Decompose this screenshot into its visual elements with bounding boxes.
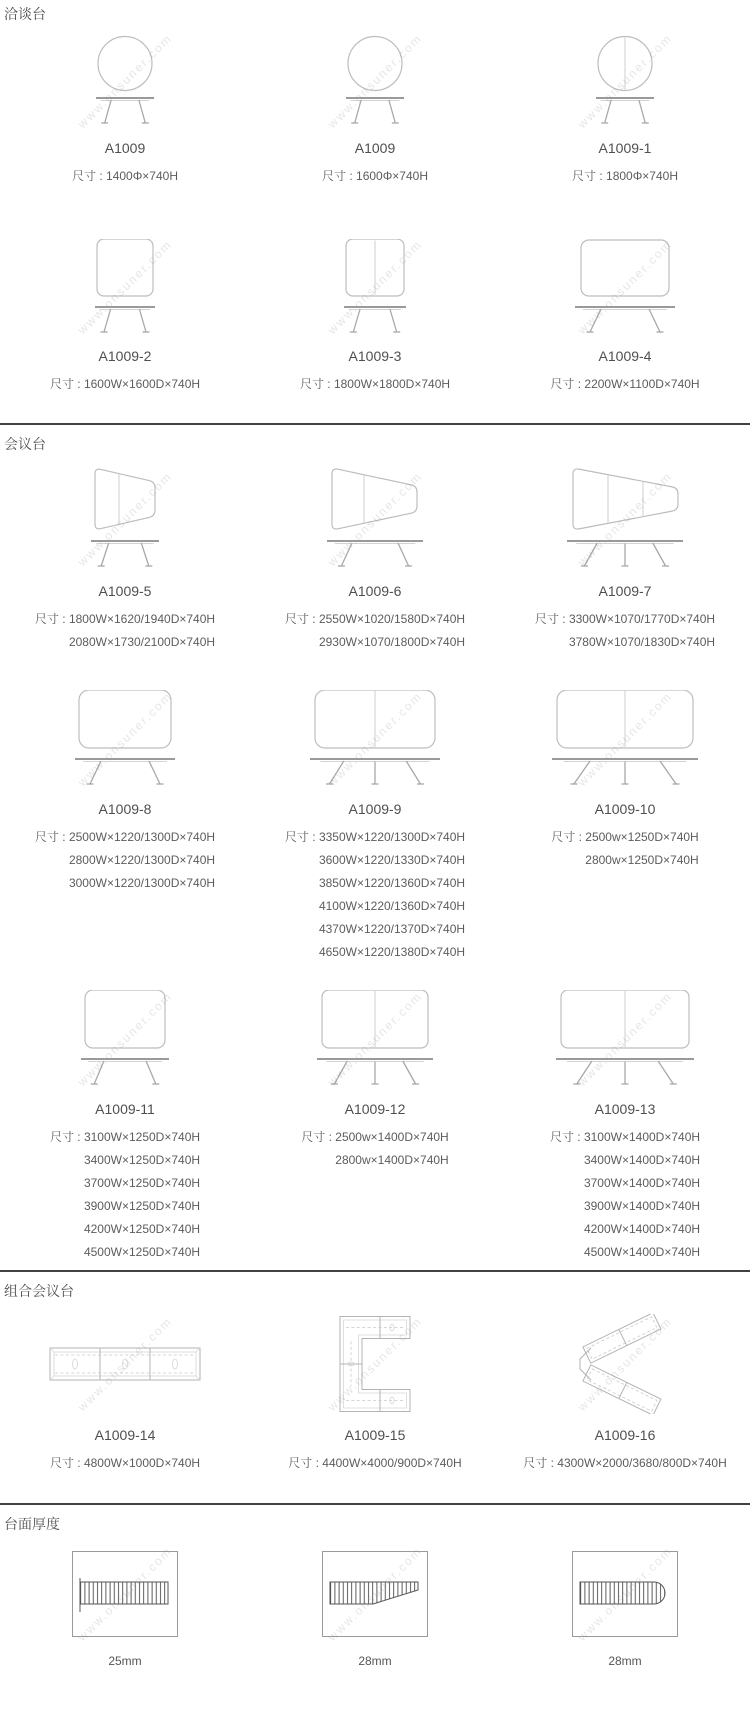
model-label: A1009-13 — [594, 1101, 656, 1117]
dimension-list — [300, 373, 450, 396]
dimension-prefix: 尺寸 : — [72, 169, 107, 183]
square-table-split-drawing — [255, 239, 495, 335]
dimension-line — [50, 1172, 200, 1195]
plan-straight-drawing — [5, 1314, 245, 1414]
dimension-line — [285, 918, 465, 941]
dimension-line — [301, 1149, 448, 1172]
model-label: A1009-7 — [598, 583, 652, 599]
model-label: A1009-4 — [598, 348, 652, 364]
dimension-prefix: 尺寸 : — [551, 830, 586, 844]
dimension-list — [50, 1126, 200, 1264]
dimension-line — [50, 1218, 200, 1241]
section-title: 会议台 — [4, 436, 46, 452]
dimension-value: 4800W×1000D×740H — [83, 1456, 201, 1470]
wide-table-drawing — [505, 239, 745, 335]
dimension-value: 3400W×1400D×740H — [583, 1153, 701, 1167]
dimension-value: 1600Φ×740H — [356, 169, 428, 183]
dimension-line — [35, 826, 215, 849]
watermark-text: www.onsuner.com — [325, 1544, 425, 1644]
product-card — [500, 1544, 750, 1670]
section-conference-tables — [0, 425, 750, 1270]
dimension-prefix: 尺寸 : — [49, 1456, 84, 1470]
dimension-line — [72, 165, 178, 188]
barrel-table-s-svg — [5, 690, 245, 788]
dimension-value: 3000W×1220/1300D×740H — [68, 876, 216, 890]
trapezoid-table-l-drawing — [505, 468, 745, 570]
dimension-prefix: 尺寸 : — [301, 1130, 336, 1144]
dimension-list — [523, 1452, 727, 1475]
dimension-line — [285, 631, 465, 654]
section-negotiation-tables — [0, 0, 750, 423]
dimension-list — [50, 373, 200, 396]
dimension-value: 4300W×2000/3680/800D×740H — [557, 1456, 727, 1470]
dimension-value: 3900W×1250D×740H — [83, 1199, 201, 1213]
dimension-line — [550, 1149, 700, 1172]
watermark-text: www.onsuner.com — [75, 31, 175, 131]
dimension-line — [50, 1195, 200, 1218]
product-card — [250, 239, 500, 396]
dimension-prefix: 尺寸 : — [572, 169, 607, 183]
watermark-text: www.onsuner.com — [75, 689, 175, 789]
round-table-svg — [5, 35, 245, 127]
plan-u-svg — [255, 1316, 495, 1412]
dimension-value: 2800w×1400D×740H — [335, 1153, 449, 1167]
dimension-list — [572, 165, 678, 188]
product-row — [0, 239, 750, 396]
dimension-value: 4400W×4000/900D×740H — [322, 1456, 462, 1470]
dimension-line — [35, 631, 215, 654]
watermark-text: www.onsuner.com — [325, 1314, 425, 1414]
dimension-line — [50, 1241, 200, 1264]
product-card — [500, 239, 750, 396]
square-table-split-svg — [255, 239, 495, 335]
dimension-prefix: 尺寸 : — [49, 377, 84, 391]
dimension-value: 3850W×1220/1360D×740H — [318, 876, 466, 890]
product-card — [0, 990, 250, 1264]
dimension-prefix: 尺寸 : — [284, 612, 319, 626]
dimension-prefix: 尺寸 : — [550, 377, 585, 391]
dimension-line — [301, 1126, 448, 1149]
barrel-table-s-drawing — [5, 690, 245, 788]
dimension-list — [285, 826, 465, 964]
dimension-line — [288, 1452, 461, 1475]
dimension-line — [285, 849, 465, 872]
rect-table-split-drawing — [255, 990, 495, 1088]
section-title: 组合会议台 — [4, 1283, 74, 1299]
dimension-value: 3300W×1070/1770D×740H — [568, 612, 716, 626]
dimension-list — [535, 608, 715, 654]
dimension-line — [300, 373, 450, 396]
model-label: A1009 — [104, 140, 146, 156]
dimension-value: 4370W×1220/1370D×740H — [318, 922, 466, 936]
watermark-text: www.onsuner.com — [325, 237, 425, 337]
model-label: A1009-16 — [594, 1427, 656, 1443]
square-table-svg — [5, 239, 245, 335]
dimension-value: 3600W×1220/1330D×740H — [318, 853, 466, 867]
dimension-prefix: 尺寸 : — [49, 1130, 84, 1144]
dimension-line — [550, 373, 699, 396]
edge-straight-svg — [75, 1569, 175, 1619]
barrel-table-l-drawing — [505, 690, 745, 788]
dimension-value: 4100W×1220/1360D×740H — [318, 899, 466, 913]
edge-round-svg — [575, 1569, 675, 1619]
dimension-value: 1600W×1600D×740H — [83, 377, 201, 391]
dimension-line — [550, 1218, 700, 1241]
product-card — [250, 31, 500, 188]
product-rows — [0, 1314, 750, 1475]
dimension-line — [50, 1126, 200, 1149]
product-card — [0, 239, 250, 396]
dimension-list — [35, 608, 215, 654]
model-label: A1009-8 — [98, 801, 152, 817]
product-row — [0, 468, 750, 654]
model-label: A1009-11 — [95, 1101, 155, 1117]
dimension-prefix: 尺寸 : — [284, 830, 319, 844]
model-label: A1009-5 — [98, 583, 152, 599]
product-card — [0, 31, 250, 188]
edge-taper-drawing — [322, 1544, 428, 1644]
rect-table-split-wide-svg — [505, 990, 745, 1088]
product-card — [0, 690, 250, 895]
product-card — [500, 990, 750, 1264]
product-row — [0, 1544, 750, 1670]
watermark-text: www.onsuner.com — [575, 1544, 675, 1644]
product-card — [0, 1314, 250, 1475]
watermark-text: www.onsuner.com — [75, 237, 175, 337]
model-label: A1009-1 — [598, 140, 652, 156]
dimension-value: 2800w×1250D×740H — [585, 853, 699, 867]
dimension-line — [550, 1195, 700, 1218]
product-card — [500, 1314, 750, 1475]
dimension-value: 2500W×1220/1300D×740H — [68, 830, 216, 844]
wide-table-svg — [505, 239, 745, 335]
dimension-value: 3700W×1250D×740H — [83, 1176, 201, 1190]
product-card — [500, 690, 750, 872]
plan-u-drawing — [255, 1314, 495, 1414]
dimension-prefix: 尺寸 : — [288, 1456, 323, 1470]
rect-table-split-svg — [255, 990, 495, 1088]
edge-round-drawing — [572, 1544, 678, 1644]
dimension-line — [35, 872, 215, 895]
watermark-text: www.onsuner.com — [325, 31, 425, 131]
model-label: A1009-2 — [98, 348, 152, 364]
dimension-line — [285, 895, 465, 918]
edge-straight-drawing — [72, 1544, 178, 1644]
dimension-prefix: 尺寸 : — [34, 830, 69, 844]
model-label: A1009-15 — [344, 1427, 406, 1443]
barrel-table-m-svg — [255, 690, 495, 788]
dimension-line — [550, 1172, 700, 1195]
plan-straight-svg — [5, 1341, 245, 1387]
barrel-table-l-svg — [505, 690, 745, 788]
dimension-prefix: 尺寸 : — [299, 377, 334, 391]
watermark-text: www.onsuner.com — [75, 469, 175, 569]
product-card — [250, 1544, 500, 1670]
square-table-drawing — [5, 239, 245, 335]
watermark-text: www.onsuner.com — [575, 689, 675, 789]
watermark-text: www.onsuner.com — [575, 237, 675, 337]
dimension-value: 2500w×1250D×740H — [585, 830, 699, 844]
section-title: 台面厚度 — [4, 1516, 60, 1532]
dimension-line — [35, 849, 215, 872]
product-card — [0, 1544, 250, 1670]
dimension-line — [322, 165, 428, 188]
dimension-value: 2500w×1400D×740H — [335, 1130, 449, 1144]
dimension-value: 3900W×1400D×740H — [583, 1199, 701, 1213]
dimension-value: 2550W×1020/1580D×740H — [318, 612, 466, 626]
dimension-list — [551, 826, 698, 872]
watermark-text: www.onsuner.com — [75, 1314, 175, 1414]
trapezoid-table-m-svg — [255, 468, 495, 570]
plan-v-drawing — [505, 1314, 745, 1414]
dimension-value: 1800W×1620/1940D×740H — [68, 612, 216, 626]
product-card — [250, 1314, 500, 1475]
product-rows — [0, 31, 750, 396]
thickness-label: 28mm — [608, 1654, 642, 1668]
model-label: A1009-3 — [348, 348, 402, 364]
dimension-line — [285, 826, 465, 849]
watermark-text: www.onsuner.com — [75, 989, 175, 1089]
watermark-text: www.onsuner.com — [325, 989, 425, 1089]
dimension-list — [50, 1452, 200, 1475]
trapezoid-table-l-svg — [505, 468, 745, 570]
dimension-line — [285, 608, 465, 631]
dimension-value: 4500W×1250D×740H — [83, 1245, 201, 1259]
model-label: A1009 — [354, 140, 396, 156]
dimension-value: 4500W×1400D×740H — [583, 1245, 701, 1259]
dimension-prefix: 尺寸 : — [523, 1456, 558, 1470]
dimension-line — [50, 1452, 200, 1475]
round-table-svg — [255, 35, 495, 127]
round-table-split-svg — [505, 35, 745, 127]
dimension-line — [535, 608, 715, 631]
dimension-list — [322, 165, 428, 188]
model-label: A1009-9 — [348, 801, 402, 817]
dimension-prefix: 尺寸 : — [322, 169, 357, 183]
section-tabletop-thickness — [0, 1505, 750, 1712]
watermark-text: www.onsuner.com — [575, 989, 675, 1089]
dimension-list — [550, 1126, 700, 1264]
product-row — [0, 1314, 750, 1475]
plan-v-svg — [505, 1314, 745, 1414]
dimension-prefix: 尺寸 : — [534, 612, 569, 626]
rect-table-drawing — [5, 990, 245, 1088]
round-table-split-drawing — [505, 31, 745, 131]
dimension-value: 3400W×1250D×740H — [83, 1153, 201, 1167]
product-card — [250, 690, 500, 964]
watermark-text: www.onsuner.com — [575, 1314, 675, 1414]
dimension-value: 3350W×1220/1300D×740H — [318, 830, 466, 844]
section-title: 洽谈台 — [4, 6, 46, 22]
product-rows — [0, 1544, 750, 1670]
model-label: A1009-6 — [348, 583, 402, 599]
trapezoid-table-s-svg — [5, 468, 245, 570]
rect-table-svg — [5, 990, 245, 1088]
dimension-list — [285, 608, 465, 654]
dimension-list — [550, 373, 699, 396]
dimension-value: 2080W×1730/2100D×740H — [68, 635, 216, 649]
dimension-line — [572, 165, 678, 188]
section-combination-conference-tables — [0, 1272, 750, 1503]
dimension-value: 1400Φ×740H — [106, 169, 178, 183]
dimension-line — [285, 872, 465, 895]
round-table-drawing — [255, 31, 495, 131]
dimension-value: 3700W×1400D×740H — [583, 1176, 701, 1190]
product-rows — [0, 468, 750, 1264]
dimension-value: 1800Φ×740H — [606, 169, 678, 183]
round-table-drawing — [5, 31, 245, 131]
dimension-value: 2930W×1070/1800D×740H — [318, 635, 466, 649]
watermark-text: www.onsuner.com — [325, 469, 425, 569]
dimension-line — [551, 826, 698, 849]
dimension-line — [50, 373, 200, 396]
dimension-value: 3780W×1070/1830D×740H — [568, 635, 716, 649]
dimension-value: 2200W×1100D×740H — [584, 377, 700, 391]
dimension-line — [35, 608, 215, 631]
watermark-text: www.onsuner.com — [575, 31, 675, 131]
dimension-list — [72, 165, 178, 188]
dimension-line — [50, 1149, 200, 1172]
product-card — [250, 990, 500, 1172]
dimension-list — [288, 1452, 461, 1475]
dimension-value: 4200W×1250D×740H — [83, 1222, 201, 1236]
product-card — [500, 31, 750, 188]
product-row — [0, 990, 750, 1264]
dimension-list — [35, 826, 215, 895]
dimension-prefix: 尺寸 : — [549, 1130, 584, 1144]
dimension-value: 1800W×1800D×740H — [333, 377, 451, 391]
dimension-value: 3100W×1400D×740H — [583, 1130, 701, 1144]
dimension-value: 4200W×1400D×740H — [583, 1222, 701, 1236]
dimension-line — [285, 941, 465, 964]
product-card — [250, 468, 500, 654]
thickness-label: 28mm — [358, 1654, 392, 1668]
edge-taper-svg — [325, 1569, 425, 1619]
dimension-line — [535, 631, 715, 654]
product-card — [0, 468, 250, 654]
thickness-label: 25mm — [108, 1654, 142, 1668]
product-row — [0, 690, 750, 964]
watermark-text: www.onsuner.com — [75, 1544, 175, 1644]
trapezoid-table-m-drawing — [255, 468, 495, 570]
dimension-prefix: 尺寸 : — [34, 612, 69, 626]
rect-table-split-wide-drawing — [505, 990, 745, 1088]
dimension-line — [550, 1126, 700, 1149]
dimension-line — [551, 849, 698, 872]
dimension-line — [550, 1241, 700, 1264]
dimension-value: 4650W×1220/1380D×740H — [318, 945, 466, 959]
dimension-list — [301, 1126, 448, 1172]
dimension-value: 2800W×1220/1300D×740H — [68, 853, 216, 867]
dimension-value: 3100W×1250D×740H — [83, 1130, 201, 1144]
model-label: A1009-12 — [344, 1101, 406, 1117]
trapezoid-table-s-drawing — [5, 468, 245, 570]
product-card — [500, 468, 750, 654]
barrel-table-m-drawing — [255, 690, 495, 788]
product-row — [0, 31, 750, 188]
model-label: A1009-14 — [94, 1427, 156, 1443]
model-label: A1009-10 — [594, 801, 656, 817]
watermark-text: www.onsuner.com — [325, 689, 425, 789]
dimension-line — [523, 1452, 727, 1475]
watermark-text: www.onsuner.com — [575, 469, 675, 569]
